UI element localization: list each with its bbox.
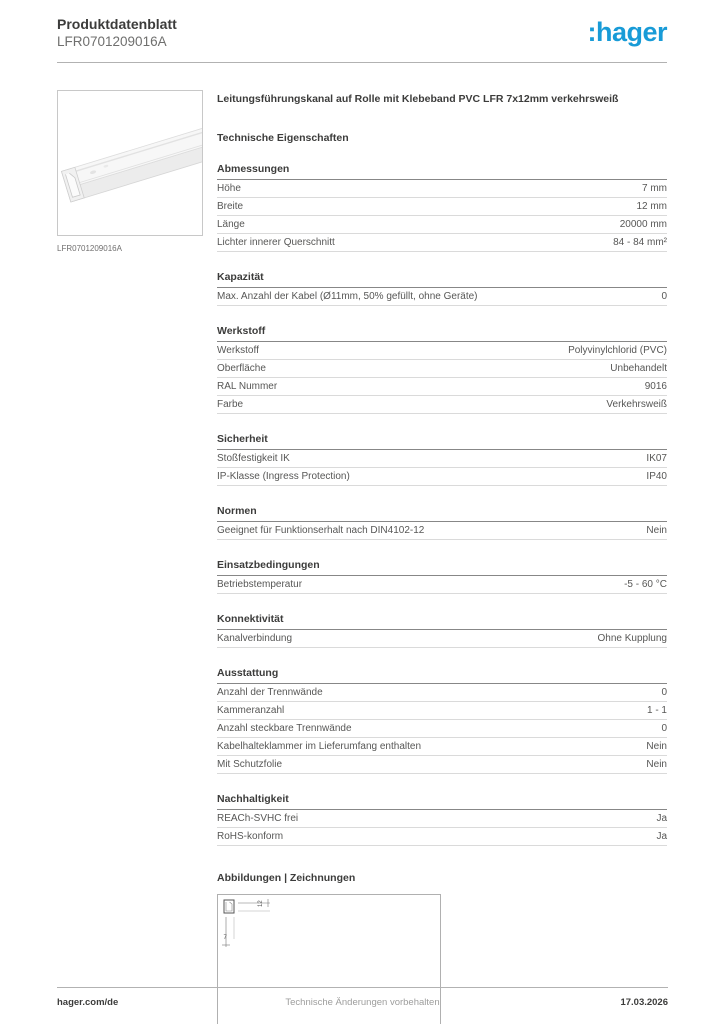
- spec-row: [217, 828, 667, 846]
- spec-row: [217, 756, 667, 774]
- spec-section: [217, 271, 667, 306]
- spec-label: Betriebstemperatur: [217, 579, 303, 591]
- spec-value: 0: [661, 687, 667, 699]
- spec-row: [217, 198, 667, 216]
- spec-value: Ja: [656, 831, 667, 843]
- spec-value: Verkehrsweiß: [606, 399, 667, 411]
- spec-label: Farbe: [217, 399, 244, 411]
- spec-row: [217, 234, 667, 252]
- footer-website: hager.com/de: [57, 997, 119, 1008]
- spec-value: 12 mm: [636, 201, 667, 213]
- spec-label: Anzahl der Trennwände: [217, 687, 323, 699]
- spec-label: Lichter innerer Querschnitt: [217, 237, 335, 249]
- spec-label: Anzahl steckbare Trennwände: [217, 723, 352, 735]
- spec-row: [217, 342, 667, 360]
- spec-value: Nein: [646, 741, 667, 753]
- spec-section-title: Abmessungen: [217, 163, 667, 180]
- spec-row: [217, 378, 667, 396]
- spec-section-title: Werkstoff: [217, 325, 667, 342]
- spec-section-title: Nachhaltigkeit: [217, 793, 667, 810]
- spec-value: IP40: [646, 471, 667, 483]
- dimension-width-label: 12: [258, 900, 264, 908]
- spec-row: [217, 738, 667, 756]
- footer-notice: Technische Änderungen vorbehalten: [285, 997, 440, 1008]
- header-titles: [57, 15, 177, 51]
- spec-section: [217, 559, 667, 594]
- spec-row: [217, 468, 667, 486]
- spec-value: Ja: [656, 813, 667, 825]
- footer-date: 17.03.2026: [620, 997, 668, 1008]
- spec-section-title: Konnektivität: [217, 613, 667, 630]
- product-image-column: [57, 90, 203, 253]
- spec-label: Kabelhalteklammer im Lieferumfang enthalten: [217, 741, 421, 753]
- spec-label: Kammeranzahl: [217, 705, 285, 717]
- spec-value: 1 - 1: [646, 705, 667, 717]
- spec-row: [217, 720, 667, 738]
- spec-row: [217, 630, 667, 648]
- spec-section: [217, 505, 667, 540]
- header-divider: [57, 62, 667, 63]
- spec-label: Geeignet für Funktionserhalt nach DIN4102-12: [217, 525, 425, 537]
- spec-section-title: Einsatzbedingungen: [217, 559, 667, 576]
- page-header: [57, 15, 667, 51]
- spec-label: Länge: [217, 219, 245, 231]
- spec-value: Unbehandelt: [610, 363, 667, 375]
- spec-section: [217, 325, 667, 414]
- spec-value: 0: [661, 291, 667, 303]
- spec-section: [217, 793, 667, 846]
- footer-divider: [57, 987, 668, 988]
- spec-row: [217, 702, 667, 720]
- spec-value: Ohne Kupplung: [597, 633, 667, 645]
- page-footer: [57, 997, 668, 1008]
- spec-value: 9016: [644, 381, 667, 393]
- spec-row: [217, 180, 667, 198]
- spec-value: Polyvinylchlorid (PVC): [568, 345, 667, 357]
- technical-properties-title: Technische Eigenschaften: [217, 132, 349, 145]
- spec-section-title: Normen: [217, 505, 667, 522]
- spec-label: Mit Schutzfolie: [217, 759, 283, 771]
- spec-section-title: Ausstattung: [217, 667, 667, 684]
- spec-row: [217, 522, 667, 540]
- spec-value: 7 mm: [642, 183, 667, 195]
- spec-section: [217, 433, 667, 486]
- spec-row: [217, 810, 667, 828]
- spec-label: IP-Klasse (Ingress Protection): [217, 471, 350, 483]
- spec-row: [217, 360, 667, 378]
- spec-row: [217, 396, 667, 414]
- spec-row: [217, 216, 667, 234]
- spec-section-title: Sicherheit: [217, 433, 667, 450]
- spec-value: IK07: [646, 453, 667, 465]
- drawings-title: Abbildungen | Zeichnungen: [217, 872, 356, 885]
- spec-row: [217, 450, 667, 468]
- spec-row: [217, 288, 667, 306]
- product-image: [57, 90, 203, 236]
- spec-row: [217, 576, 667, 594]
- spec-value: 20000 mm: [619, 219, 667, 231]
- spec-label: Werkstoff: [217, 345, 259, 357]
- spec-value: -5 - 60 °C: [624, 579, 667, 591]
- spec-label: RoHS-konform: [217, 831, 284, 843]
- spec-label: Kanalverbindung: [217, 633, 293, 645]
- spec-section-title: Kapazität: [217, 271, 667, 288]
- spec-value: 0: [661, 723, 667, 735]
- cable-duct-illustration: [58, 91, 202, 235]
- spec-section: [217, 667, 667, 774]
- main-content: [57, 90, 667, 1024]
- spec-label: Höhe: [217, 183, 241, 195]
- spec-section: [217, 613, 667, 648]
- spec-label: Stoßfestigkeit IK: [217, 453, 290, 465]
- product-image-caption: LFR0701209016A: [57, 244, 122, 253]
- hager-logo: :hager: [587, 17, 667, 47]
- spec-value: Nein: [646, 759, 667, 771]
- document-type-title: Produktdatenblatt: [57, 16, 177, 32]
- spec-label: Breite: [217, 201, 244, 213]
- spec-value: Nein: [646, 525, 667, 537]
- spec-label: Max. Anzahl der Kabel (Ø11mm, 50% gefüllt, ohne Geräte): [217, 291, 478, 303]
- spec-row: [217, 684, 667, 702]
- product-title: Leitungsführungskanal auf Rolle mit Klebeband PVC LFR 7x12mm verkehrsweiß: [217, 93, 619, 105]
- spec-section: [217, 163, 667, 252]
- spec-value: 84 - 84 mm²: [613, 237, 667, 249]
- spec-column: [217, 90, 667, 1024]
- spec-sections: [217, 163, 667, 846]
- spec-label: REACh-SVHC frei: [217, 813, 299, 825]
- product-code: LFR0701209016A: [57, 34, 167, 50]
- spec-label: Oberfläche: [217, 363, 266, 375]
- dimension-height-label: 7: [223, 935, 227, 942]
- spec-label: RAL Nummer: [217, 381, 278, 393]
